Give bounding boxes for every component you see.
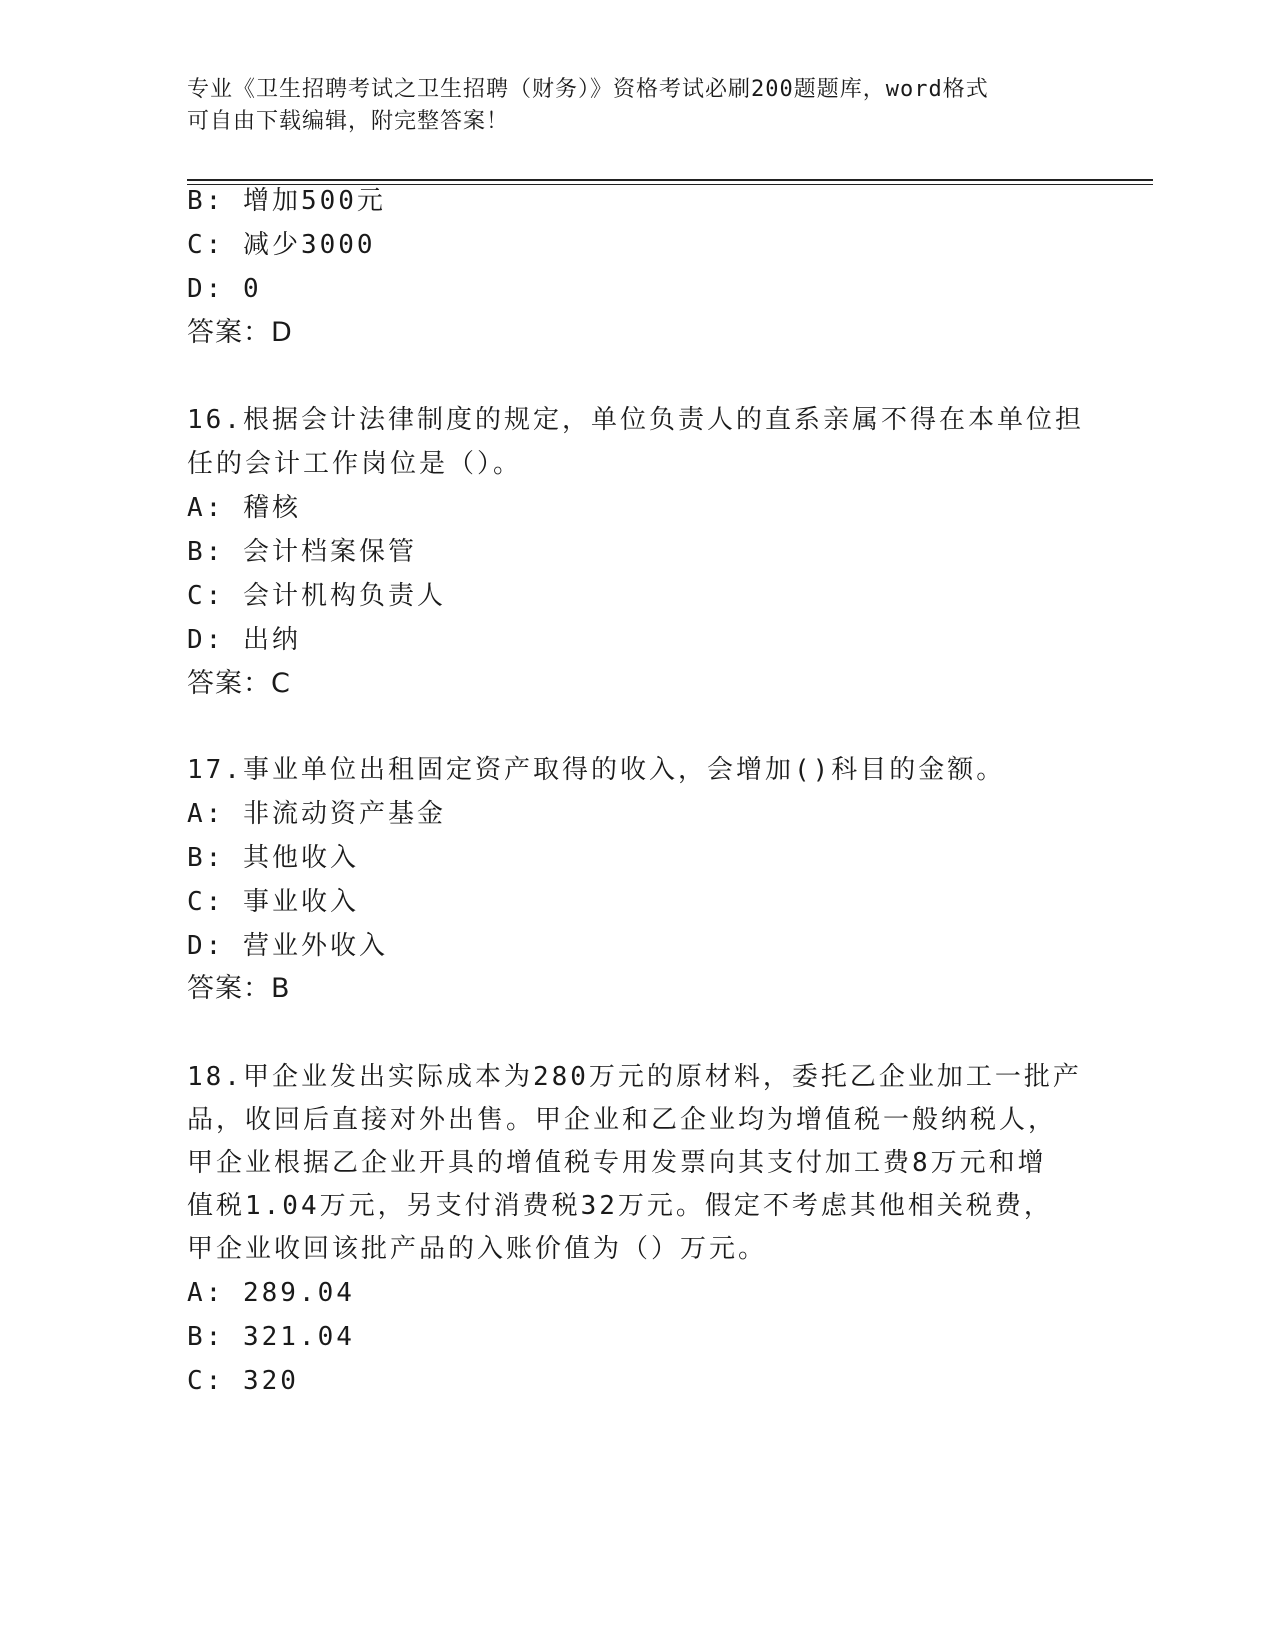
q16-option-c: C: 会计机构负责人 (187, 581, 446, 611)
q18-question-line-1: 18.甲企业发出实际成本为280万元的原材料，委托乙企业加工一批产 (187, 1062, 1082, 1092)
q17-option-d: D: 营业外收入 (187, 931, 388, 961)
document-header (187, 74, 1087, 138)
q18-question-line-3: 甲企业根据乙企业开具的增值税专用发票向其支付加工费8万元和增 (187, 1148, 1047, 1178)
q16-answer: 答案：C (187, 668, 291, 699)
q18-question-line-4: 值税1.04万元，另支付消费税32万元。假定不考虑其他相关税费， (187, 1191, 1053, 1221)
q18-question-line-2: 品，收回后直接对外出售。甲企业和乙企业均为增值税一般纳税人， (187, 1105, 1058, 1135)
q17-answer: 答案：B (187, 973, 291, 1004)
header-title-line-2: 可自由下载编辑，附完整答案！ (187, 109, 510, 134)
q18-question-line-5: 甲企业收回该批产品的入账价值为（）万元。 (187, 1234, 768, 1264)
q18-option-b: B: 321.04 (187, 1322, 355, 1352)
q16-option-d: D: 出纳 (187, 625, 301, 655)
q16-question-line-1: 16.根据会计法律制度的规定，单位负责人的直系亲属不得在本单位担 (187, 405, 1084, 435)
q15-answer: 答案：D (187, 317, 293, 348)
q16-question-line-2: 任的会计工作岗位是（）。 (187, 449, 523, 479)
q18-option-a: A: 289.04 (187, 1278, 355, 1308)
q15-option-d: D: 0 (187, 274, 262, 304)
q16-option-b: B: 会计档案保管 (187, 537, 417, 567)
q17-option-c: C: 事业收入 (187, 887, 359, 917)
q15-option-c: C: 减少3000 (187, 230, 376, 260)
header-divider-thick (187, 179, 1153, 181)
q16-option-a: A: 稽核 (187, 493, 301, 523)
q17-question-line-1: 17.事业单位出租固定资产取得的收入，会增加()科目的金额。 (187, 755, 1006, 785)
q18-option-c: C: 320 (187, 1366, 299, 1396)
q17-option-a: A: 非流动资产基金 (187, 799, 446, 829)
q17-option-b: B: 其他收入 (187, 843, 359, 873)
q15-option-b: B: 增加500元 (187, 186, 386, 216)
header-title-line-1: 专业《卫生招聘考试之卫生招聘（财务）》资格考试必刷200题题库，word格式 (187, 77, 989, 102)
